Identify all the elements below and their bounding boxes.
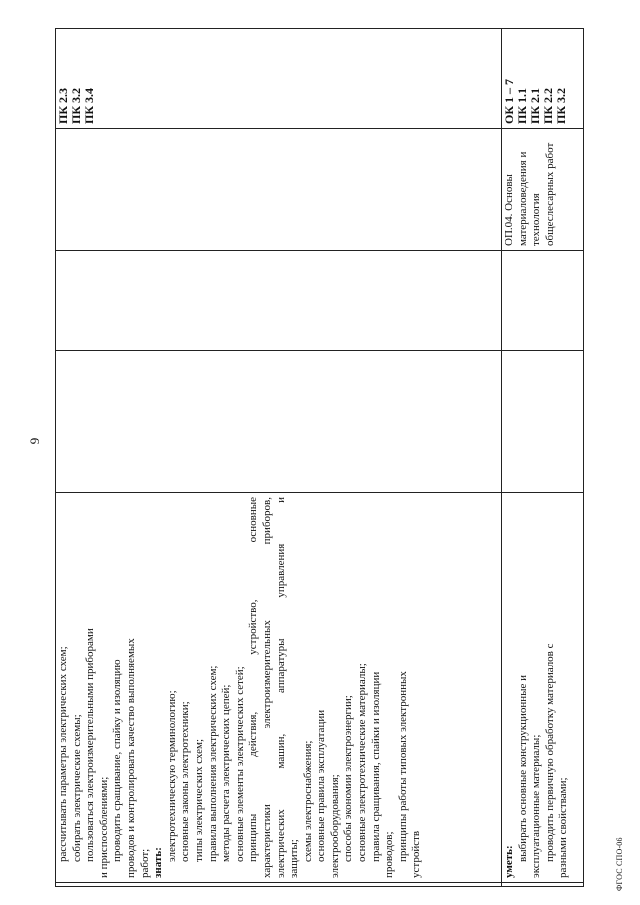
text-line: электрооборудования; bbox=[328, 774, 341, 878]
rotated-page bbox=[27, 28, 624, 891]
text-line: основные элементы электрических сетей; bbox=[233, 666, 246, 862]
text-line: знать: bbox=[152, 847, 165, 878]
text-line: ОК 1 – 7 bbox=[502, 78, 516, 124]
text-line: защиты; bbox=[288, 839, 301, 878]
footer-code: ФГОС СПО-06 bbox=[615, 837, 624, 891]
text-line: уметь: bbox=[503, 845, 515, 878]
narrow-cell bbox=[502, 883, 584, 887]
text-line: схемы электроснабжения; bbox=[301, 740, 314, 862]
text-line: ПК 1.1 bbox=[515, 87, 529, 124]
text-line: ОП.04. Основы bbox=[503, 174, 515, 246]
text-line: методы расчета электрических цепей; bbox=[220, 684, 233, 862]
competency-cell bbox=[56, 29, 502, 129]
text-line: рассчитывать параметры электрических схем; bbox=[57, 646, 69, 862]
competency-cell bbox=[502, 29, 584, 129]
text-line: пользоваться электроизмерительными приборами bbox=[84, 628, 97, 862]
page-number: 9 bbox=[27, 437, 42, 445]
hours-cell bbox=[502, 251, 584, 351]
skills-cell bbox=[502, 493, 584, 883]
text-line: проводить первичную обработку материалов с bbox=[543, 643, 556, 862]
text-line: общеслесарных работ bbox=[543, 142, 556, 246]
hours-cell bbox=[56, 251, 502, 351]
hours-cell bbox=[502, 351, 584, 493]
standards-table bbox=[55, 28, 584, 887]
text-line: принципы действия, устройство, основные bbox=[247, 497, 260, 862]
text-line: выбирать основные конструкционные и bbox=[516, 674, 529, 862]
text-line: технология bbox=[530, 193, 543, 246]
text-line: основные законы электротехники; bbox=[179, 701, 192, 862]
table-row bbox=[502, 29, 584, 887]
discipline-cell bbox=[56, 129, 502, 251]
narrow-cell bbox=[56, 883, 502, 887]
text-line: проводить сращивание, спайку и изоляцию bbox=[111, 659, 124, 862]
discipline-cell bbox=[502, 129, 584, 251]
text-line: эксплуатационные материалы; bbox=[530, 734, 543, 878]
text-line: ПК 2.1 bbox=[528, 87, 542, 124]
text-line: электрических машин, аппаратуры управления и bbox=[274, 497, 287, 878]
text-line: электротехническую терминологию; bbox=[165, 690, 178, 862]
text-line: устройств bbox=[410, 830, 423, 878]
text-line: и приспособлениями; bbox=[97, 776, 110, 878]
text-line: проводов и контролировать качество выполняемых bbox=[124, 638, 137, 878]
text-line: работ; bbox=[138, 848, 151, 878]
text-line: ПК 2.2 bbox=[541, 87, 555, 124]
text-line: основные правила эксплуатации bbox=[315, 709, 328, 862]
skills-cell bbox=[56, 493, 502, 883]
table-row bbox=[56, 29, 502, 887]
text-line: характеристики электроизмерительных приборов, bbox=[260, 497, 273, 878]
text-line: способы экономии электроэнергии; bbox=[342, 695, 355, 862]
text-line: ПК 3.4 bbox=[82, 87, 96, 124]
text-line: правила сращивания, спайки и изоляции bbox=[369, 671, 382, 862]
text-line: ПК 2.3 bbox=[56, 87, 70, 124]
text-line: разными свойствами; bbox=[557, 777, 570, 878]
text-line: ПК 3.2 bbox=[69, 87, 83, 124]
text-line: основные электротехнические материалы; bbox=[356, 663, 369, 862]
text-line: ПК 3.2 bbox=[554, 87, 568, 124]
text-line: проводов; bbox=[383, 831, 396, 878]
text-line: принципы работы типовых электронных bbox=[396, 671, 409, 862]
text-line: правила выполнения электрических схем; bbox=[206, 665, 219, 862]
text-line: собирать электрические схемы; bbox=[70, 714, 83, 862]
hours-cell bbox=[56, 351, 502, 493]
text-line: материаловедения и bbox=[516, 151, 529, 246]
text-line: типы электрических схем; bbox=[192, 738, 205, 862]
